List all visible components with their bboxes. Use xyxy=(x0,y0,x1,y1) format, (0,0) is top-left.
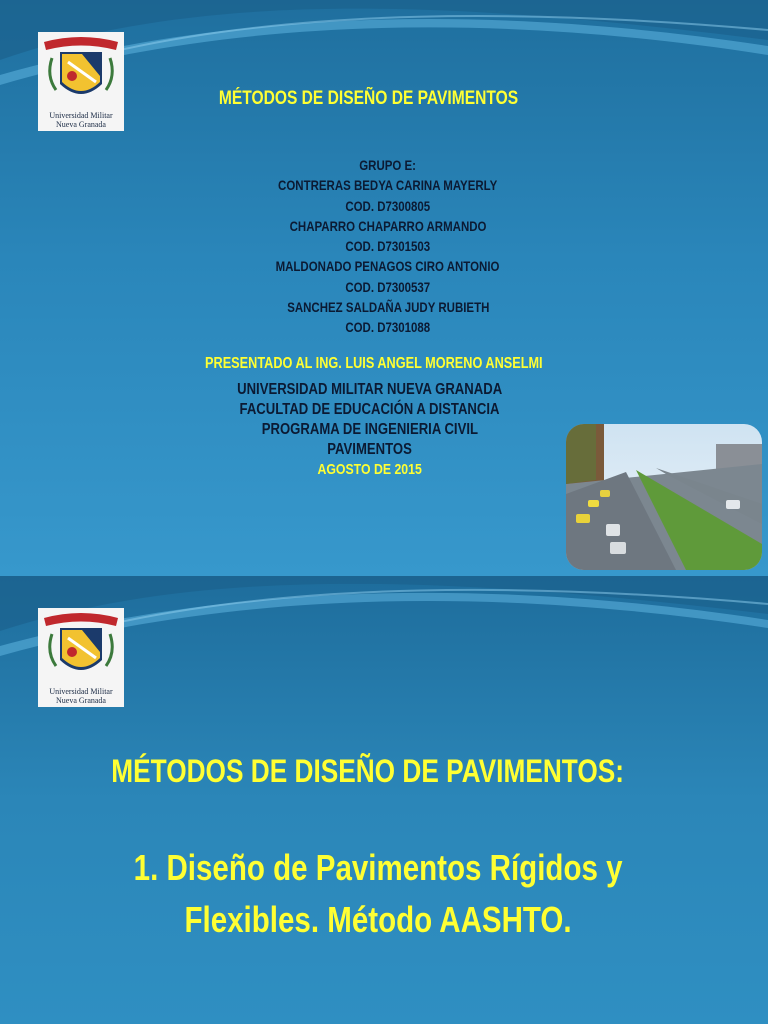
university-line: UNIVERSIDAD MILITAR NUEVA GRANADA xyxy=(237,381,503,398)
slide-2 xyxy=(0,576,768,1024)
university-logo xyxy=(38,608,124,707)
item-line-1: 1. Diseño de Pavimentos Rígidos y xyxy=(133,847,623,888)
university-line: FACULTAD DE EDUCACIÓN A DISTANCIA xyxy=(240,401,500,418)
university-line: PROGRAMA DE INGENIERIA CIVIL xyxy=(261,421,479,438)
group-line: COD. D7300805 xyxy=(345,197,431,214)
group-line: COD. D7301088 xyxy=(345,319,431,336)
logo-name-line2: Nueva Granada xyxy=(56,120,106,129)
group-line: COD. D7301503 xyxy=(345,238,431,255)
presentation-date: AGOSTO DE 2015 xyxy=(317,461,423,478)
slide-2-item xyxy=(0,842,762,946)
presented-to: PRESENTADO AL ING. LUIS ANGEL MORENO ANSELMI xyxy=(205,355,543,372)
group-line: CONTRERAS BEDYA CARINA MAYERLY xyxy=(278,177,498,194)
slide-2-title: MÉTODOS DE DISEÑO DE PAVIMENTOS: xyxy=(111,753,625,789)
group-line: GRUPO E: xyxy=(359,157,417,173)
university-line: PAVIMENTOS xyxy=(327,441,413,458)
university-logo xyxy=(38,32,124,131)
logo-name-line2: Nueva Granada xyxy=(56,696,106,705)
item-line-2: Flexibles. Método AASHTO. xyxy=(184,899,572,940)
group-members-block xyxy=(4,155,768,338)
slide-1-title: MÉTODOS DE DISEÑO DE PAVIMENTOS xyxy=(218,88,518,109)
group-line: MALDONADO PENAGOS CIRO ANTONIO xyxy=(276,258,500,275)
group-line: COD. D7300537 xyxy=(345,278,431,295)
logo-name-line1: Universidad Militar xyxy=(49,111,113,120)
highway-traffic-photo xyxy=(566,424,762,570)
group-line: CHAPARRO CHAPARRO ARMANDO xyxy=(289,217,487,234)
logo-name-line1: Universidad Militar xyxy=(49,687,113,696)
group-line: SANCHEZ SALDAÑA JUDY RUBIETH xyxy=(286,299,490,316)
